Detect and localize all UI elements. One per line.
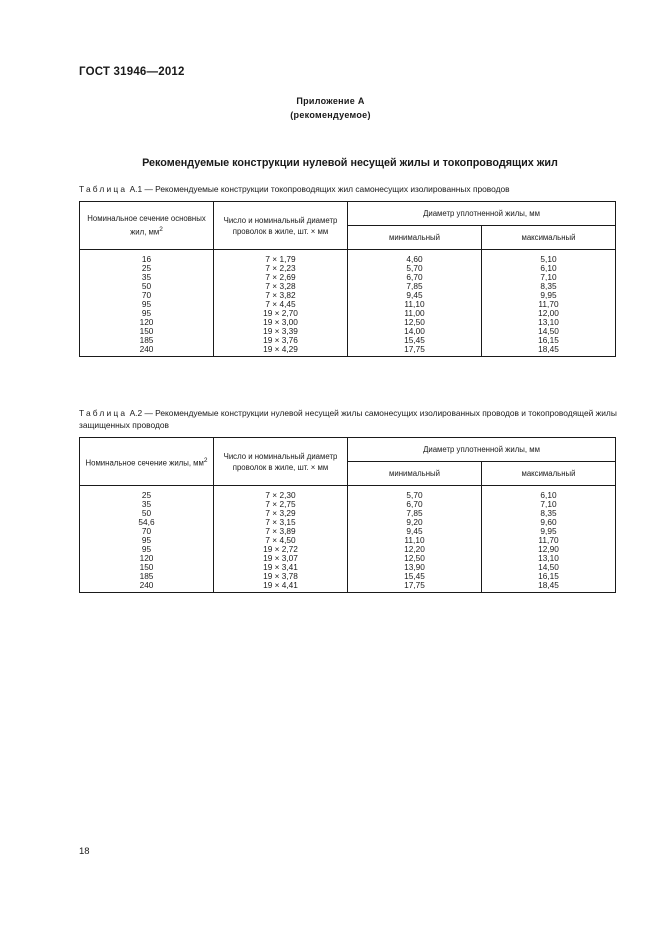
table-row (80, 282, 616, 291)
cell-section: 54,6 (80, 518, 214, 527)
cell-section: 95 (80, 300, 214, 309)
cell-max: 9,95 (482, 291, 616, 300)
cell-wires: 7 × 3,89 (214, 527, 348, 536)
cell-section: 150 (80, 327, 214, 336)
table1-header-section: Номинальное сечение основных жил, $мм^2$ (80, 202, 214, 250)
table1-caption-prefix: Таблица (79, 184, 128, 194)
cell-max: 7,10 (482, 273, 616, 282)
cell-min: 14,00 (348, 327, 482, 336)
cell-min: 15,45 (348, 336, 482, 345)
table2-caption (79, 407, 619, 431)
cell-wires: 19 × 3,07 (214, 554, 348, 563)
cell-min: 5,70 (348, 264, 482, 273)
cell-section: 35 (80, 273, 214, 282)
table-row (80, 327, 616, 336)
cell-section: 25 (80, 264, 214, 273)
cell-min: 7,85 (348, 282, 482, 291)
table1-body (80, 250, 616, 357)
table2-header-diameter: Диаметр уплотненной жилы, мм (348, 438, 616, 462)
standard-id: ГОСТ 31946—2012 (79, 66, 185, 78)
table-row (80, 300, 616, 309)
cell-min: 7,85 (348, 509, 482, 518)
cell-max: 14,50 (482, 327, 616, 336)
table-row (80, 500, 616, 509)
cell-section: 16 (80, 250, 214, 265)
cell-max: 7,10 (482, 500, 616, 509)
table-row (80, 545, 616, 554)
cell-max: 14,50 (482, 563, 616, 572)
cell-max: 8,35 (482, 282, 616, 291)
cell-min: 11,00 (348, 309, 482, 318)
cell-wires: 19 × 3,39 (214, 327, 348, 336)
cell-wires: 7 × 2,23 (214, 264, 348, 273)
table-row (80, 273, 616, 282)
table1-header-diameter: Диаметр уплотненной жилы, мм (348, 202, 616, 226)
cell-wires: 19 × 3,00 (214, 318, 348, 327)
cell-wires: 7 × 2,75 (214, 500, 348, 509)
cell-max: 13,10 (482, 554, 616, 563)
table-row (80, 518, 616, 527)
cell-section: 150 (80, 563, 214, 572)
table-row (80, 536, 616, 545)
table-row (80, 250, 616, 265)
appendix-status: (рекомендуемое) (290, 110, 371, 120)
table1-header-max: максимальный (482, 226, 616, 250)
cell-max: 9,95 (482, 527, 616, 536)
cell-section: 70 (80, 291, 214, 300)
cell-wires: 7 × 3,82 (214, 291, 348, 300)
table2-caption-prefix: Таблица (79, 408, 128, 418)
table-row (80, 527, 616, 536)
cell-section: 70 (80, 527, 214, 536)
cell-min: 11,10 (348, 536, 482, 545)
cell-section: 50 (80, 509, 214, 518)
table2-header-min: минимальный (348, 462, 482, 486)
cell-wires: 7 × 4,50 (214, 536, 348, 545)
cell-max: 18,45 (482, 345, 616, 357)
cell-max: 18,45 (482, 581, 616, 593)
cell-min: 9,45 (348, 291, 482, 300)
table-row (80, 486, 616, 501)
table2-header-max: максимальный (482, 462, 616, 486)
table2 (79, 437, 616, 593)
cell-section: 95 (80, 309, 214, 318)
cell-max: 16,15 (482, 572, 616, 581)
cell-min: 9,45 (348, 527, 482, 536)
table-row (80, 336, 616, 345)
cell-wires: 19 × 3,78 (214, 572, 348, 581)
cell-max: 13,10 (482, 318, 616, 327)
cell-min: 17,75 (348, 581, 482, 593)
cell-wires: 19 × 3,41 (214, 563, 348, 572)
table1-caption-text: А.1 — Рекомендуемые конструкции токопроводящих жил самонесущих изолированных проводов (127, 184, 510, 194)
cell-min: 6,70 (348, 500, 482, 509)
cell-wires: 7 × 2,69 (214, 273, 348, 282)
table1-header-min: минимальный (348, 226, 482, 250)
cell-wires: 7 × 2,30 (214, 486, 348, 501)
cell-max: 12,90 (482, 545, 616, 554)
table-row (80, 291, 616, 300)
cell-wires: 7 × 3,15 (214, 518, 348, 527)
cell-wires: 7 × 3,28 (214, 282, 348, 291)
table2-header-section: Номинальное сечение жилы, $мм^2$ (80, 438, 214, 486)
cell-section: 240 (80, 345, 214, 357)
cell-wires: 7 × 4,45 (214, 300, 348, 309)
table1-header-wires: Число и номинальный диаметр проволок в жиле, шт. × мм (214, 202, 348, 250)
cell-max: 9,60 (482, 518, 616, 527)
cell-min: 17,75 (348, 345, 482, 357)
cell-section: 95 (80, 536, 214, 545)
table-row (80, 345, 616, 357)
table-row (80, 264, 616, 273)
table-row (80, 318, 616, 327)
cell-max: 16,15 (482, 336, 616, 345)
cell-max: 11,70 (482, 300, 616, 309)
table-row (80, 509, 616, 518)
cell-wires: 19 × 2,72 (214, 545, 348, 554)
table-row (80, 572, 616, 581)
cell-wires: 19 × 4,29 (214, 345, 348, 357)
cell-section: 185 (80, 572, 214, 581)
cell-min: 4,60 (348, 250, 482, 265)
cell-min: 12,20 (348, 545, 482, 554)
cell-min: 6,70 (348, 273, 482, 282)
cell-min: 15,45 (348, 572, 482, 581)
cell-min: 13,90 (348, 563, 482, 572)
cell-section: 25 (80, 486, 214, 501)
table1 (79, 201, 616, 357)
table-row (80, 581, 616, 593)
cell-section: 120 (80, 318, 214, 327)
cell-wires: 19 × 2,70 (214, 309, 348, 318)
table-row (80, 309, 616, 318)
table2-caption-text: А.2 — Рекомендуемые конструкции нулевой несущей жилы самонесущих изолированных проводов и токопроводящей жилы защищенных проводов (79, 408, 617, 430)
cell-min: 9,20 (348, 518, 482, 527)
table1-caption (79, 183, 619, 195)
cell-wires: 19 × 3,76 (214, 336, 348, 345)
cell-max: 11,70 (482, 536, 616, 545)
cell-section: 185 (80, 336, 214, 345)
cell-min: 5,70 (348, 486, 482, 501)
table2-header-wires: Число и номинальный диаметр проволок в жиле, шт. × мм (214, 438, 348, 486)
cell-section: 240 (80, 581, 214, 593)
main-title: Рекомендуемые конструкции нулевой несущей жилы и токопроводящих жил (142, 157, 558, 169)
cell-max: 5,10 (482, 250, 616, 265)
cell-wires: 19 × 4,41 (214, 581, 348, 593)
cell-wires: 7 × 3,29 (214, 509, 348, 518)
table-row (80, 554, 616, 563)
cell-min: 11,10 (348, 300, 482, 309)
cell-max: 6,10 (482, 264, 616, 273)
appendix-title: Приложение А (296, 96, 365, 106)
cell-section: 35 (80, 500, 214, 509)
cell-section: 50 (80, 282, 214, 291)
cell-max: 12,00 (482, 309, 616, 318)
cell-min: 12,50 (348, 554, 482, 563)
cell-min: 12,50 (348, 318, 482, 327)
cell-section: 95 (80, 545, 214, 554)
cell-wires: 7 × 1,79 (214, 250, 348, 265)
table-row (80, 563, 616, 572)
table2-body (80, 486, 616, 593)
cell-max: 6,10 (482, 486, 616, 501)
page-number: 18 (79, 846, 90, 857)
cell-max: 8,35 (482, 509, 616, 518)
cell-section: 120 (80, 554, 214, 563)
